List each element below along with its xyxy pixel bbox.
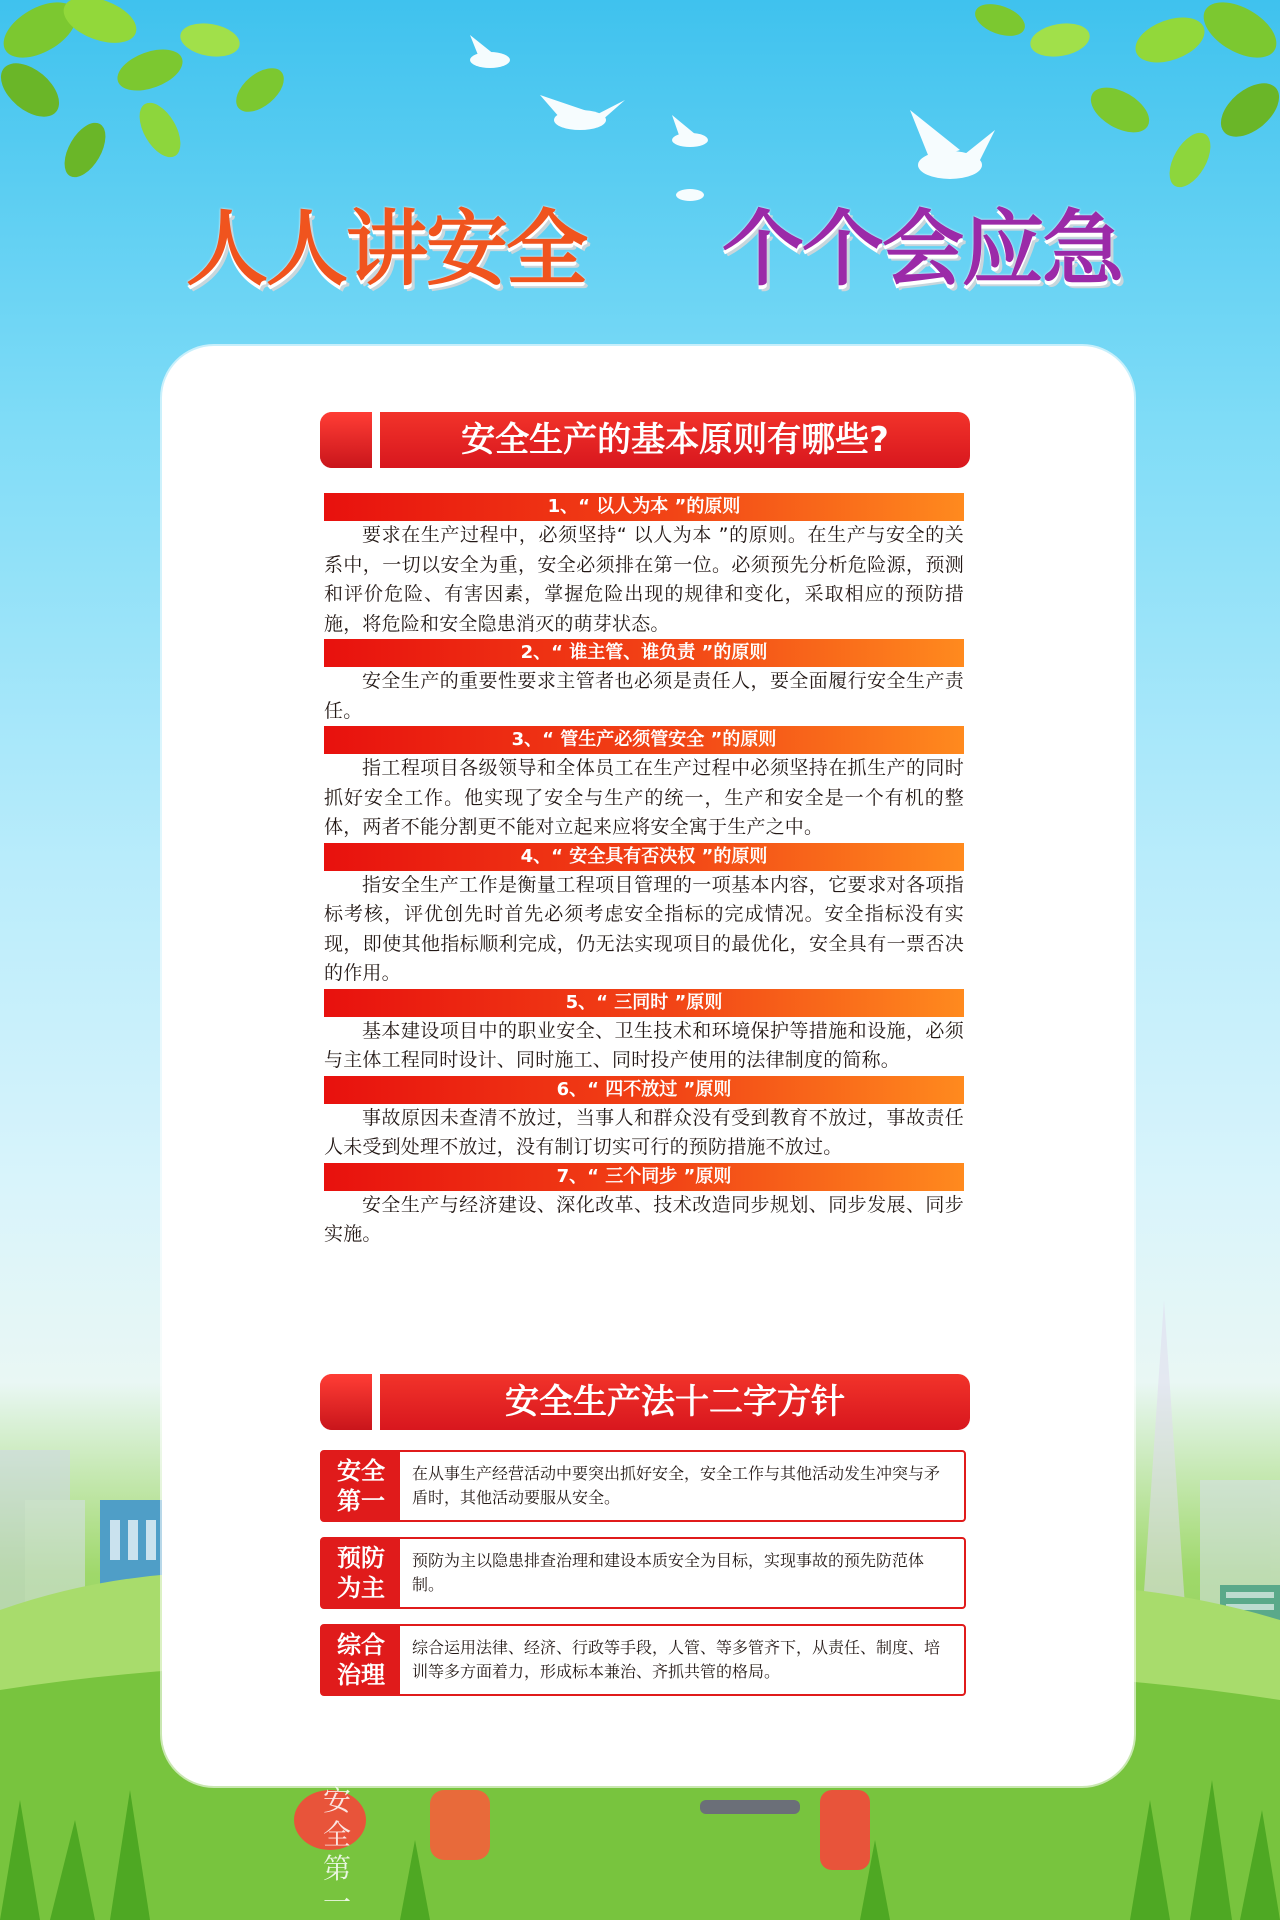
section2-title: 安全生产法十二字方针 <box>505 1382 845 1422</box>
headline <box>0 200 1280 300</box>
principle-body: 基本建设项目中的职业安全、卫生技术和环境保护等措施和设施，必须与主体工程同时设计、同时施工、同时投产使用的法律制度的简称。 <box>324 1019 964 1071</box>
banner-divider <box>372 412 380 468</box>
principle-item <box>324 639 964 726</box>
leaves-top-right <box>971 0 1280 194</box>
principle-heading: 4、“ 安全具有否决权 ”的原则 <box>324 843 964 871</box>
doves <box>470 35 995 201</box>
policy-description: 在从事生产经营活动中要突出抓好安全，安全工作与其他活动发生冲突与矛盾时，其他活动要服从安全。 <box>412 1464 941 1507</box>
principle-heading: 1、“ 以人为本 ”的原则 <box>324 493 964 521</box>
principle-heading: 5、“ 三同时 ”原则 <box>324 989 964 1017</box>
policy-tag-line1: 综合 <box>337 1631 385 1659</box>
policy-tag-line1: 安全 <box>337 1457 385 1485</box>
policy-description: 综合运用法律、经济、行政等手段，人管、等多管齐下，从责任、制度、培训等多方面着力，形成标本兼治、齐抓共管的格局。 <box>412 1638 941 1681</box>
principle-item <box>324 1163 964 1250</box>
leaves-top-left <box>0 0 292 184</box>
policy-tag-line1: 预防 <box>337 1544 385 1572</box>
principle-heading: 2、“ 谁主管、谁负责 ”的原则 <box>324 639 964 667</box>
principle-heading: 7、“ 三个同步 ”原则 <box>324 1163 964 1191</box>
policy-tag-line2: 治理 <box>337 1661 385 1689</box>
principle-item <box>324 1076 964 1163</box>
banner-divider <box>372 1374 380 1430</box>
principle-body: 安全生产与经济建设、深化改革、技术改造同步规划、同步发展、同步实施。 <box>324 1193 964 1245</box>
policy-comprehensive-management <box>320 1624 966 1696</box>
banner-accent <box>320 412 372 468</box>
section1-title: 安全生产的基本原则有哪些? <box>461 420 889 460</box>
headline-right: 个个会应急 <box>722 202 1123 297</box>
principle-body: 要求在生产过程中，必须坚持“ 以人为本 ”的原则。在生产与安全的关系中，一切以安全为重，安全必须排在第一位。必须预先分析危险源，预测和评价危险、有害因素，掌握危险出现的规律和变化，采取相应的预防措施，将危险和安全隐患消灭的萌芽状态。 <box>324 524 964 635</box>
policy-description: 预防为主以隐患排查治理和建设本质安全为目标，实现事故的预先防范体制。 <box>412 1551 925 1594</box>
principle-body: 事故原因未查清不放过，当事人和群众没有受到教育不放过，事故责任人未受到处理不放过，没有制订切实可行的预防措施不放过。 <box>324 1106 964 1158</box>
vertical-slogan: 安全第一 <box>322 1784 351 1919</box>
policy-safety-first <box>320 1450 966 1522</box>
policy-tag <box>322 1626 400 1694</box>
section2-banner <box>320 1374 970 1430</box>
principle-heading: 3、“ 管生产必须管安全 ”的原则 <box>324 726 964 754</box>
policy-tag-line2: 第一 <box>337 1487 385 1515</box>
policy-tag <box>322 1539 400 1607</box>
policy-tag-line2: 为主 <box>337 1574 385 1602</box>
principle-body: 指安全生产工作是衡量工程项目管理的一项基本内容，它要求对各项指标考核，评优创先时首先必须考虑安全指标的完成情况。安全指标没有实现，即使其他指标顺利完成，仍无法实现项目的最优化，安全具有一票否决的作用。 <box>324 873 964 984</box>
principle-item <box>324 843 964 989</box>
banner-accent <box>320 1374 372 1430</box>
policy-tag <box>322 1452 400 1520</box>
principle-item <box>324 989 964 1076</box>
principle-item <box>324 726 964 843</box>
principles-list <box>324 493 964 1250</box>
principle-body: 指工程项目各级领导和全体员工在生产过程中必须坚持在抓生产的同时抓好安全工作。他实现了安全与生产的统一，生产和安全是一个有机的整体，两者不能分割更不能对立起来应将安全寓于生产之中。 <box>324 757 964 838</box>
headline-left: 人人讲安全 <box>186 202 587 297</box>
principle-item <box>324 493 964 639</box>
principle-body: 安全生产的重要性要求主管者也必须是责任人，要全面履行安全生产责任。 <box>324 670 964 722</box>
principle-heading: 6、“ 四不放过 ”原则 <box>324 1076 964 1104</box>
section1-banner <box>320 412 970 468</box>
policy-prevention-first <box>320 1537 966 1609</box>
